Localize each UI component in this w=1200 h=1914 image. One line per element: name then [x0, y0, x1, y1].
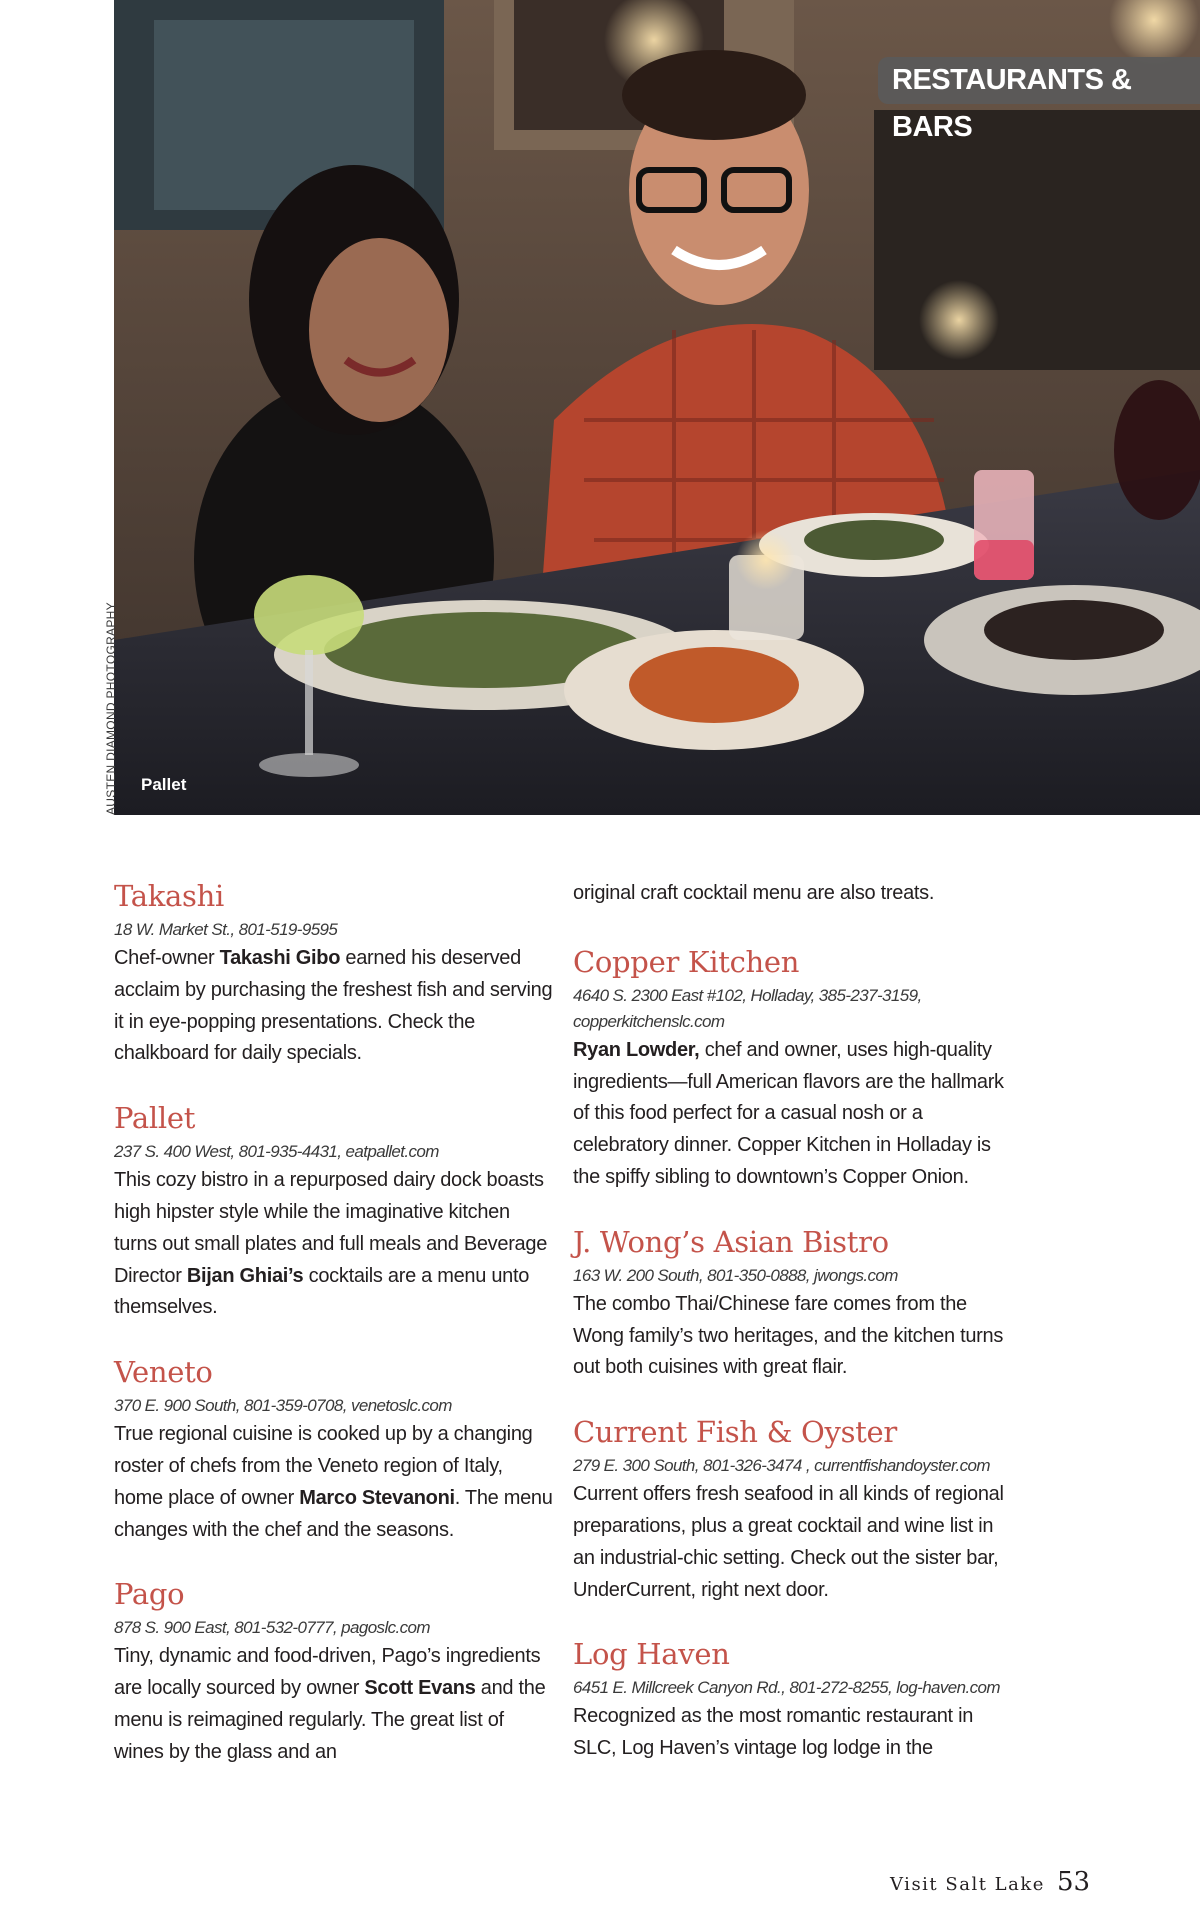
continued-text: original craft cocktail menu are also treats. — [573, 882, 935, 904]
restaurant-description: Current offers fresh seafood in all kinds of regional preparations, plus a great cocktail and wine list in an industrial-chic setting. Check out the sister bar, UnderCurrent, right next door. — [573, 1483, 1004, 1601]
restaurant-description: True regional cuisine is cooked up by a changing roster of chefs from the Veneto region of Italy, home place of owner Marco Stevanoni. The menu changes with the chef and the seasons. — [114, 1423, 553, 1541]
restaurant-name: Pallet — [114, 1101, 196, 1136]
listing-log-haven — [573, 1636, 1013, 1765]
person-name: Takashi Gibo — [219, 947, 341, 969]
person-name: Scott Evans — [364, 1677, 476, 1700]
listing-veneto — [114, 1354, 554, 1546]
restaurant-address: 370 E. 900 South, 801-359-0708, venetoslc.com — [114, 1396, 452, 1416]
listing-pallet — [114, 1100, 554, 1324]
restaurant-scene-illustration — [114, 0, 1200, 815]
hero-photo — [114, 0, 1200, 815]
restaurant-description: Recognized as the most romantic restaurant in SLC, Log Haven’s vintage log lodge in the — [573, 1705, 974, 1760]
person-name: Marco Stevanoni — [299, 1486, 455, 1509]
restaurant-name: Takashi — [114, 879, 224, 913]
listing-takashi — [114, 878, 554, 1070]
restaurant-name: J. Wong’s Asian Bistro — [573, 1224, 889, 1259]
listing-j-wongs — [573, 1224, 1013, 1384]
restaurant-address: 878 S. 900 East, 801-532-0777, pagoslc.com — [114, 1618, 430, 1638]
restaurant-description: The combo Thai/Chinese fare comes from the Wong family’s two heritages, and the kitchen turns out both cuisines with great flair. — [573, 1292, 1004, 1379]
section-category-badge: RESTAURANTS & BARS — [878, 57, 1200, 104]
restaurant-address: 4640 S. 2300 East #102, Holladay, 385-237-3159, copperkitchenslc.com — [573, 985, 922, 1031]
restaurant-address: 237 S. 400 West, 801-935-4431, eatpallet.com — [114, 1142, 439, 1162]
restaurant-name: Log Haven — [573, 1637, 730, 1672]
photo-credit: AUSTEN DIAMOND PHOTOGRAPHY — [104, 602, 118, 815]
publication-name: Visit Salt Lake — [890, 1874, 1045, 1895]
person-name: Ryan Lowder, — [573, 1038, 700, 1061]
restaurant-address: 279 E. 300 South, 801-326-3474 , currentfishandoyster.com — [573, 1456, 990, 1476]
restaurant-name: Veneto — [114, 1355, 213, 1390]
restaurant-name: Copper Kitchen — [573, 944, 800, 979]
listing-column-left — [114, 878, 554, 1799]
restaurant-description: This cozy bistro in a repurposed dairy dock boasts high hipster style while the imaginative kitchen turns out small plates and full meals and Beverage Director Bijan Ghiai’s cocktails are a menu unto themselves. — [114, 1169, 548, 1319]
restaurant-name: Current Fish & Oyster — [573, 1415, 897, 1450]
restaurant-address: 6451 E. Millcreek Canyon Rd., 801-272-8255, log-haven.com — [573, 1678, 1000, 1698]
photo-caption: Pallet — [141, 775, 187, 794]
restaurant-address: 163 W. 200 South, 801-350-0888, jwongs.com — [573, 1265, 898, 1285]
restaurant-description: Ryan Lowder, chef and owner, uses high-quality ingredients—full American flavors are the hallmark of this food perfect for a casual nosh or a celebratory dinner. Copper Kitchen in Holladay is the spiffy sibling to downtown’s Copper Onion. — [573, 1038, 1004, 1188]
restaurant-address: 18 W. Market St., 801-519-9595 — [114, 920, 338, 939]
restaurant-description: Tiny, dynamic and food-driven, Pago’s ingredients are locally sourced by owner Scott Evans and the menu is reimagined regularly. The great list of wines by the glass and an — [114, 1645, 546, 1763]
listing-current-fish-oyster — [573, 1414, 1013, 1606]
page-number: 53 — [1057, 1867, 1091, 1897]
restaurant-description: Chef-owner Takashi Gibo earned his deserved acclaim by purchasing the freshest fish and serving it in eye-popping presentations. Check the chalkboard for daily specials. — [114, 947, 553, 1065]
listing-column-right — [573, 878, 1013, 1795]
restaurant-name: Pago — [114, 1577, 185, 1612]
listing-copper-kitchen — [573, 944, 1013, 1194]
listing-pago — [114, 1576, 554, 1768]
person-name: Bijan Ghiai’s — [186, 1264, 304, 1287]
